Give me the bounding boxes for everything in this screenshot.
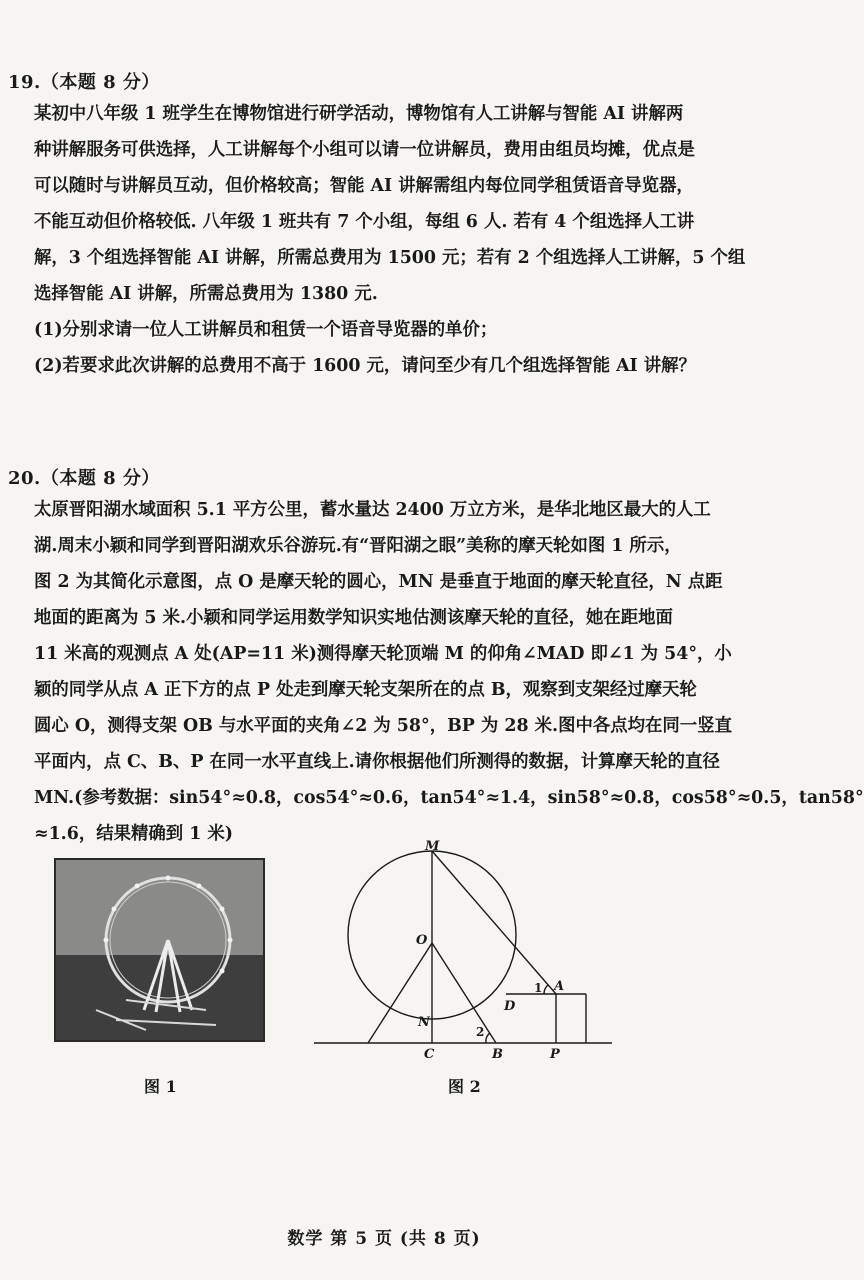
q20-line-5: 11 米高的观测点 A 处(AP=11 米)测得摩天轮顶端 M 的仰角∠MAD 即∠1 为 54°，小 [34, 644, 732, 664]
q19-heading: 19.（本题 8 分） [8, 72, 160, 93]
label-angle-2: 2 [476, 1025, 485, 1039]
q20-line-10: ≈1.6，结果精确到 1 米) [34, 824, 233, 844]
q19-line-6: 选择智能 AI 讲解，所需总费用为 1380 元. [34, 284, 378, 304]
label-d: D [504, 999, 516, 1014]
angle-2-arc [486, 1033, 490, 1043]
ferris-wheel-diagram [310, 840, 620, 1060]
q20-body [34, 492, 864, 852]
q20-line-2: 湖.周末小颖和同学到晋阳湖欢乐谷游玩.有“晋阳湖之眼”美称的摩天轮如图 1 所示， [34, 536, 682, 556]
figure-2-caption: 图 2 [448, 1077, 481, 1096]
q20-line-4: 地面的距离为 5 米.小颖和同学运用数学知识实地估测该摩天轮的直径，她在距地面 [34, 608, 673, 628]
q19-body [34, 96, 760, 384]
q20-line-3: 图 2 为其简化示意图，点 O 是摩天轮的圆心，MN 是垂直于地面的摩天轮直径，N 点距 [34, 572, 723, 592]
label-c: C [424, 1047, 435, 1062]
q19-line-3: 可以随时与讲解员互动，但价格较高；智能 AI 讲解需组内每位同学租赁语音导览器， [34, 176, 694, 196]
angle-1-arc [544, 985, 548, 994]
label-n: N [418, 1015, 430, 1030]
support-ob [432, 943, 496, 1043]
q19-line-4: 不能互动但价格较低. 八年级 1 班共有 7 个小组，每组 6 人. 若有 4 个组选择人工讲 [34, 212, 695, 232]
q19-line-2: 种讲解服务可供选择，人工讲解每个小组可以请一位讲解员，费用由组员均摊，优点是 [34, 140, 695, 160]
label-angle-1: 1 [534, 981, 543, 995]
label-p: P [550, 1047, 560, 1062]
label-b: B [492, 1047, 503, 1062]
q20-line-1: 太原晋阳湖水域面积 5.1 平方公里，蓄水量达 2400 万立方米，是华北地区最大的人工 [34, 500, 711, 520]
page-footer: 数学 第 5 页 (共 8 页) [287, 1229, 481, 1249]
q20-heading: 20.（本题 8 分） [8, 468, 160, 489]
q19-line-1: 某初中八年级 1 班学生在博物馆进行研学活动，博物馆有人工讲解与智能 AI 讲解两 [34, 104, 684, 124]
q20-line-6: 颖的同学从点 A 正下方的点 P 处走到摩天轮支架所在的点 B，观察到支架经过摩天轮 [34, 680, 697, 700]
ferris-wheel-photo [54, 858, 265, 1042]
ferris-wheel-photo-drawing [56, 860, 263, 1040]
figure-1-caption: 图 1 [144, 1077, 177, 1096]
q19-line-5: 解，3 个组选择智能 AI 讲解，所需总费用为 1500 元；若有 2 个组选择人工讲解，5 个组 [34, 248, 746, 268]
label-o: O [416, 933, 428, 948]
q20-line-8: 平面内，点 C、B、P 在同一水平直线上.请你根据他们所测得的数据，计算摩天轮的直径 [34, 752, 720, 772]
q20-line-7: 圆心 O，测得支架 OB 与水平面的夹角∠2 为 58°，BP 为 28 米.图中各点均在同一竖直 [34, 716, 732, 736]
q19-sub-1: (1)分别求请一位人工讲解员和租赁一个语音导览器的单价； [34, 320, 498, 340]
q20-line-9: MN.(参考数据：sin54°≈0.8，cos54°≈0.6，tan54°≈1.4，sin58°≈0.8，cos58°≈0.5，tan58° [34, 788, 864, 808]
label-a: A [554, 979, 565, 994]
label-m: M [425, 839, 440, 854]
q19-sub-2: (2)若要求此次讲解的总费用不高于 1600 元，请问至少有几个组选择智能 AI 讲解？ [34, 356, 696, 376]
